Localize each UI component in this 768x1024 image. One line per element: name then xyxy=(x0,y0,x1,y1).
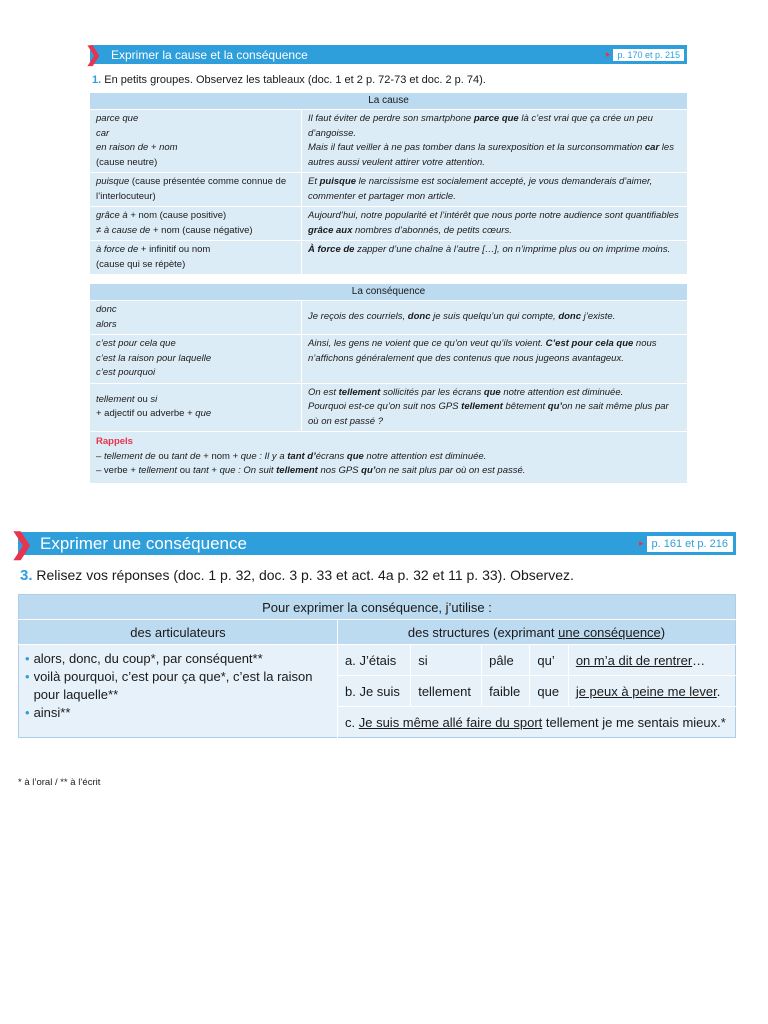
list-item-text: alors, donc, du coup*, par conséquent** xyxy=(33,651,263,666)
cell-text: tellement je me sentais mieux.* xyxy=(542,714,726,730)
table-cell xyxy=(90,241,302,275)
cell-text: notre attention est diminuée. xyxy=(500,386,624,398)
bullet-icon: • xyxy=(25,705,30,720)
footnote: * à l’oral / ** à l’écrit xyxy=(18,777,101,788)
articulateurs-list xyxy=(19,645,338,738)
structure-cell: faible xyxy=(482,676,530,707)
table-row xyxy=(90,173,687,207)
list-item xyxy=(25,668,331,704)
chevron-right-icon: ❯ xyxy=(85,44,102,66)
cell-text: alors xyxy=(96,318,117,330)
cell-text-bold: donc xyxy=(407,311,431,323)
table-row xyxy=(90,335,687,384)
page-reference xyxy=(606,49,687,61)
cell-text: + nom (cause positive) xyxy=(127,210,227,221)
table-cell xyxy=(302,110,688,173)
structure-cell: qu’ xyxy=(530,645,568,676)
consequence-structures-table xyxy=(18,594,736,738)
rappel-text: écrans xyxy=(315,450,347,462)
cell-text: à force de xyxy=(96,244,139,255)
structure-cell xyxy=(568,676,735,707)
table-header: La conséquence xyxy=(90,284,687,301)
column-header-articulateurs: des articulateurs xyxy=(19,620,338,645)
structure-cell: b. Je suis xyxy=(338,676,411,707)
rappels-box xyxy=(90,431,687,483)
cell-text: parce que xyxy=(96,113,139,124)
list-item-text: ainsi** xyxy=(33,705,71,720)
rappel-text: tellement de xyxy=(103,450,156,462)
cell-text: j’existe. xyxy=(581,311,616,323)
cell-text: c’est la raison pour laquelle xyxy=(96,352,212,364)
cell-text: bêtement xyxy=(502,401,548,412)
table-cell xyxy=(90,383,302,431)
cell-text-bold: À force de xyxy=(308,244,355,255)
cell-text: je suis quelqu’un qui compte, xyxy=(430,311,559,323)
cell-text: les autres aussi veulent attirer votre attention. xyxy=(308,142,674,168)
table-cell xyxy=(90,110,302,173)
table-cell xyxy=(90,301,302,335)
cell-text: Je reçois des courriels, xyxy=(308,311,408,323)
table-row xyxy=(90,110,687,173)
cell-text: Mais il faut veiller à ne pas tomber dans la surexposition et la surconsommation xyxy=(308,142,645,153)
structure-cell: pâle xyxy=(482,645,530,676)
rappel-text-bold: tant d’ xyxy=(287,450,316,462)
rappel-text: – verbe + xyxy=(96,465,139,476)
cell-text: que xyxy=(195,408,212,420)
arrow-right-icon: ▸ xyxy=(639,538,644,548)
cell-text: car xyxy=(96,127,110,139)
cell-text: à cause de xyxy=(103,224,151,236)
rappel-text: notre attention est diminuée. xyxy=(363,450,487,462)
cell-text: + nom (cause négative) xyxy=(150,224,253,236)
table-cell xyxy=(90,207,302,241)
cell-text: Il faut éviter de perdre son smartphone xyxy=(308,113,474,124)
cell-text-bold: car xyxy=(644,142,660,153)
rappel-text: : Il y a xyxy=(256,450,288,462)
arrow-right-icon: ▸ xyxy=(605,49,611,59)
cell-text: Pourquoi est-ce qu’on suit nos GPS xyxy=(308,401,462,412)
header-text-underlined: une conséquence xyxy=(558,624,661,640)
page-reference xyxy=(639,536,736,552)
structure-cell: si xyxy=(411,645,482,676)
page-reference-label: p. 161 et p. 216 xyxy=(647,536,733,552)
bullet-icon: • xyxy=(25,651,30,666)
section-exprimer-consequence xyxy=(10,528,736,738)
structure-cell: a. J’étais xyxy=(338,645,411,676)
cell-text: Et xyxy=(308,176,320,187)
cell-text-bold: tellement xyxy=(461,401,503,412)
rappels-title: Rappels xyxy=(96,436,133,447)
list-item-text: voilà pourquoi, c’est pour ça que*, c’est la raison pour laquelle** xyxy=(33,669,313,702)
section-header xyxy=(85,44,687,66)
header-text: des structures (exprimant xyxy=(407,624,559,640)
cell-text: (cause qui se répète) xyxy=(96,258,186,270)
cell-text: + adjectif ou adverbe + xyxy=(96,408,196,420)
structure-cell xyxy=(568,645,735,676)
table-row xyxy=(90,241,687,275)
table-cell xyxy=(302,241,688,275)
consequence-underlined: on m’a dit de rentrer xyxy=(575,652,693,668)
section-cause-consequence xyxy=(85,44,687,483)
cell-text-bold: puisque xyxy=(319,176,357,187)
rappel-text: – xyxy=(96,450,104,462)
cell-text-bold: grâce aux xyxy=(308,224,353,236)
cell-text: zapper d’une chaîne à l’autre […], on n’imprime plus ou on imprime moins. xyxy=(354,244,671,255)
cell-text: Aujourd’hui, notre popularité et l’intérêt que nous porte notre audience sont quantifiables xyxy=(308,210,679,221)
cell-text: ou xyxy=(134,393,151,405)
cell-text: grâce à xyxy=(96,210,128,221)
cell-text: Ainsi, les gens ne voient que ce qu’on veut qu’ils voient. xyxy=(308,338,546,349)
rappel-line xyxy=(96,464,681,479)
cell-text: nombres d’abonnés, de petits cœurs. xyxy=(352,224,512,236)
consequence-underlined: Je suis même allé faire du sport xyxy=(358,714,543,730)
rappel-text: nos GPS xyxy=(317,465,362,476)
consequence-underlined: je peux à peine me lever xyxy=(575,683,717,699)
table-cell xyxy=(302,335,688,384)
section-header xyxy=(10,528,736,559)
rappel-text: : On suit xyxy=(235,465,277,476)
cause-table xyxy=(90,93,687,274)
header-text: ) xyxy=(660,624,666,640)
instruction-text: En petits groupes. Observez les tableaux (doc. 1 et 2 p. 72-73 et doc. 2 p. 74). xyxy=(104,74,486,86)
cell-text: sollicités par les écrans xyxy=(380,386,484,398)
structure-cell xyxy=(338,707,736,738)
cell-text: c’est pour cela que xyxy=(96,338,176,349)
cell-text: c’est pourquoi xyxy=(96,367,156,378)
rappel-text: + xyxy=(208,465,220,476)
cell-text: (cause neutre) xyxy=(96,156,158,168)
table-cell xyxy=(302,383,688,431)
cell-text: c. xyxy=(345,714,359,730)
cell-text: . xyxy=(716,683,721,699)
rappel-text: tellement xyxy=(138,465,178,476)
table-cell xyxy=(302,173,688,207)
rappel-text: ou xyxy=(155,450,172,462)
table-header: La cause xyxy=(90,93,687,110)
rappel-text: + nom + xyxy=(200,450,241,462)
cell-text: puisque xyxy=(96,176,130,187)
instruction-number: 3. xyxy=(20,567,33,584)
table-row xyxy=(90,383,687,431)
rappel-text-bold: que xyxy=(346,450,364,462)
rappel-text: que xyxy=(219,465,236,476)
table-row xyxy=(19,645,736,676)
cell-text: si xyxy=(150,393,158,405)
cell-text: là c’est vrai que ça crée un peu d’angoisse. xyxy=(308,113,653,139)
cell-text-bold: parce que xyxy=(473,113,519,124)
cell-text: … xyxy=(692,652,706,668)
cell-text: On est xyxy=(308,386,339,398)
consequence-table xyxy=(90,284,687,431)
cell-text: + infinitif ou nom xyxy=(138,244,211,255)
cell-text: donc xyxy=(96,304,117,315)
cell-text: on ne sait même plus par où on est passé ? xyxy=(308,401,669,427)
section-title: Exprimer la cause et la conséquence xyxy=(111,47,308,62)
cell-text: tellement xyxy=(96,393,135,405)
page-reference-label: p. 170 et p. 215 xyxy=(613,49,684,61)
section-title: Exprimer une conséquence xyxy=(40,533,247,553)
instruction xyxy=(20,567,736,584)
rappel-text: ou xyxy=(177,465,193,476)
table-cell xyxy=(302,207,688,241)
table-cell xyxy=(90,173,302,207)
cell-text-bold: donc xyxy=(558,311,582,323)
rappel-text: que xyxy=(240,450,257,462)
rappel-text: tant de xyxy=(171,450,201,462)
cell-text: nous n’affichons généralement que des contenus que nous jugeons avantageux. xyxy=(308,338,657,364)
rappel-text: on ne sait plus par où on est passé. xyxy=(375,465,526,476)
cell-text: en raison de + nom xyxy=(96,142,178,153)
table-cell xyxy=(90,335,302,384)
list-item xyxy=(25,704,331,722)
column-header-structures xyxy=(338,620,736,645)
bullet-icon: • xyxy=(25,669,30,684)
table-header: Pour exprimer la conséquence, j’utilise : xyxy=(19,595,736,620)
cell-text-bold: C’est pour cela que xyxy=(545,338,634,349)
rappel-text: tant xyxy=(192,465,209,476)
cell-text: (cause présentée comme connue de l’interlocuteur) xyxy=(96,176,287,202)
table-cell xyxy=(302,301,688,335)
rappel-text-bold: qu’ xyxy=(361,465,376,476)
cell-text: ≠ xyxy=(96,224,104,236)
instruction-text: Relisez vos réponses (doc. 1 p. 32, doc. 3 p. 33 et act. 4a p. 32 et 11 p. 33). Observez. xyxy=(36,567,574,583)
cell-text: le narcissisme est socialement accepté, je vous demanderais d’aimer, commenter et partager mon article. xyxy=(308,176,653,202)
list-item xyxy=(25,650,331,668)
instruction xyxy=(92,74,687,86)
cell-text-bold: qu’ xyxy=(547,401,563,412)
rappel-line xyxy=(96,450,681,465)
table-row xyxy=(90,207,687,241)
structure-cell: que xyxy=(530,676,568,707)
structure-cell: tellement xyxy=(411,676,482,707)
instruction-number: 1. xyxy=(92,74,102,86)
cell-text-bold: que xyxy=(483,386,501,398)
chevron-right-icon: ❯ xyxy=(10,528,34,559)
rappel-text-bold: tellement xyxy=(276,465,318,476)
table-row xyxy=(90,301,687,335)
cell-text-bold: tellement xyxy=(338,386,381,398)
